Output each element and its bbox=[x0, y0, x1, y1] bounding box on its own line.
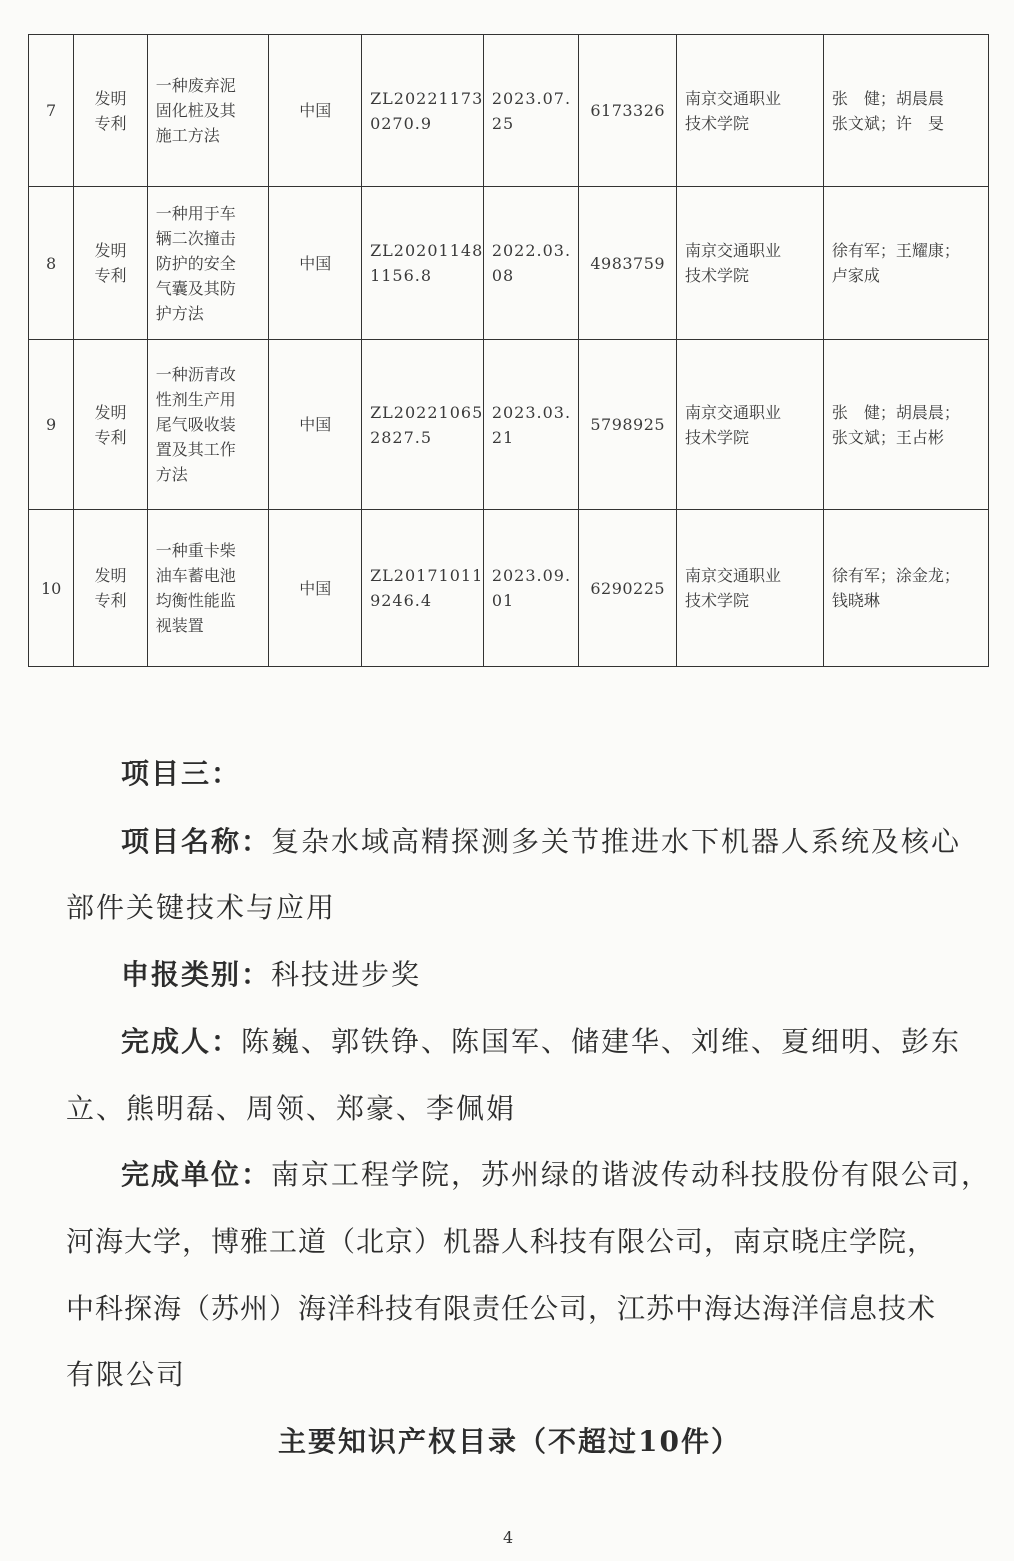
project-units-line2: 河海大学，博雅工道（北京）机器人科技有限公司，南京晓庄学院， bbox=[66, 1225, 937, 1258]
project-name-label: 项目名称： bbox=[121, 825, 272, 858]
patent-name-line: 油车蓄电池 bbox=[155, 566, 236, 585]
project-people-value: 陈巍、郭铁铮、陈国军、储建华、刘维、夏细明、彭东 bbox=[241, 1025, 962, 1058]
inventors-line: 卢家成 bbox=[831, 266, 880, 285]
certificate-number-cell bbox=[579, 340, 677, 510]
patent-name-line: 均衡性能监 bbox=[155, 591, 236, 610]
project-units-value: 南京工程学院，苏州绿的谐波传动科技股份有限公司， bbox=[271, 1158, 992, 1191]
patent-type-cell bbox=[74, 340, 147, 510]
page-number: 4 bbox=[503, 1528, 514, 1547]
patent-number-cell bbox=[362, 340, 484, 510]
row-number: 8 bbox=[46, 253, 57, 273]
certificate-number-cell bbox=[579, 187, 677, 340]
patent-type-line: 发明 bbox=[94, 402, 127, 422]
patent-name-line: 辆二次撞击 bbox=[155, 228, 236, 248]
inventors-cell bbox=[823, 510, 988, 667]
project-units-line3: 中科探海（苏州）海洋科技有限责任公司，江苏中海达海洋信息技术 bbox=[66, 1292, 937, 1325]
row-number: 7 bbox=[46, 101, 57, 120]
country-cell bbox=[269, 340, 362, 510]
patent-name-line: 性剂生产用 bbox=[155, 390, 236, 409]
patent-type-line: 专利 bbox=[94, 427, 127, 447]
patent-number-line: 9246.4 bbox=[370, 591, 433, 610]
patent-number-cell bbox=[362, 510, 484, 667]
patent-name-cell bbox=[147, 187, 269, 340]
ip-catalog-title: 主要知识产权目录（不超过10件） bbox=[278, 1425, 741, 1458]
patent-number-line: ZL20221065 bbox=[370, 402, 484, 422]
table-row bbox=[29, 510, 989, 667]
inventors-cell bbox=[823, 187, 988, 340]
certificate-number: 4983759 bbox=[590, 253, 666, 273]
rights-holder-line: 技术学院 bbox=[685, 266, 750, 285]
patent-number-cell bbox=[362, 187, 484, 340]
patent-name-line: 方法 bbox=[155, 465, 188, 484]
project-category-label: 申报类别： bbox=[121, 958, 272, 991]
patent-type-line: 专利 bbox=[94, 266, 127, 285]
table-row bbox=[29, 187, 989, 340]
inventors-line: 张文斌；王占彬 bbox=[831, 427, 944, 447]
project-people-line2: 立、熊明磊、周领、郑豪、李佩娟 bbox=[66, 1092, 517, 1125]
patent-name-line: 气囊及其防 bbox=[155, 278, 236, 298]
inventors-line: 徐有军；涂金龙； bbox=[831, 566, 960, 585]
grant-date-line: 2023.03. bbox=[491, 402, 572, 422]
grant-date-line: 01 bbox=[491, 591, 515, 610]
patent-name-line: 一种沥青改 bbox=[155, 365, 236, 384]
project-category-value: 科技进步奖 bbox=[271, 958, 422, 991]
rights-holder-line: 南京交通职业 bbox=[685, 241, 782, 260]
certificate-number: 5798925 bbox=[590, 415, 666, 434]
project-units-line4: 有限公司 bbox=[66, 1358, 187, 1391]
project-name-value: 复杂水域高精探测多关节推进水下机器人系统及核心 bbox=[271, 825, 962, 858]
certificate-number-cell bbox=[579, 35, 677, 187]
patent-number-cell bbox=[362, 35, 484, 187]
rights-holder-cell bbox=[677, 510, 824, 667]
grant-date-line: 08 bbox=[491, 266, 515, 285]
country: 中国 bbox=[299, 415, 332, 434]
patent-name-line: 一种废弃泥 bbox=[155, 76, 236, 95]
row-number-cell bbox=[29, 187, 74, 340]
patent-type-cell bbox=[74, 187, 147, 340]
inventors-line: 张 健；胡晨晨； bbox=[831, 402, 960, 422]
project-heading: 项目三： bbox=[121, 757, 242, 790]
inventors-cell bbox=[823, 340, 988, 510]
patent-name-cell bbox=[147, 340, 269, 510]
grant-date-line: 21 bbox=[491, 427, 515, 447]
patent-type-line: 专利 bbox=[94, 113, 127, 133]
inventors-cell bbox=[823, 35, 988, 187]
rights-holder-line: 南京交通职业 bbox=[685, 402, 782, 422]
patent-number-line: 2827.5 bbox=[370, 427, 433, 447]
row-number-cell bbox=[29, 510, 74, 667]
table-row bbox=[29, 35, 989, 187]
rights-holder-cell bbox=[677, 340, 824, 510]
project-people-line1 bbox=[121, 1020, 961, 1060]
patent-name-line: 防护的安全 bbox=[155, 253, 236, 273]
patent-name-line: 置及其工作 bbox=[155, 440, 236, 459]
project-units-line1 bbox=[121, 1153, 991, 1193]
patent-type-cell bbox=[74, 35, 147, 187]
patent-name-line: 一种用于车 bbox=[155, 203, 236, 223]
patent-name-line: 固化桩及其 bbox=[155, 101, 236, 120]
inventors-line: 徐有军；王耀康； bbox=[831, 241, 960, 260]
patent-number-line: 0270.9 bbox=[370, 113, 433, 133]
grant-date-cell bbox=[483, 187, 579, 340]
rights-holder-line: 技术学院 bbox=[685, 591, 750, 610]
patent-number-line: 1156.8 bbox=[370, 266, 433, 285]
patent-name-cell bbox=[147, 35, 269, 187]
rights-holder-line: 南京交通职业 bbox=[685, 566, 782, 585]
project-units-label: 完成单位： bbox=[121, 1158, 272, 1191]
row-number-cell bbox=[29, 340, 74, 510]
rights-holder-line: 技术学院 bbox=[685, 427, 750, 447]
rights-holder-cell bbox=[677, 35, 824, 187]
country-cell bbox=[269, 187, 362, 340]
country: 中国 bbox=[299, 101, 332, 120]
country: 中国 bbox=[299, 253, 332, 273]
patent-name-cell bbox=[147, 510, 269, 667]
country-cell bbox=[269, 35, 362, 187]
patent-number-line: ZL20171011 bbox=[370, 566, 484, 585]
patent-type-line: 发明 bbox=[94, 566, 127, 585]
rights-holder-cell bbox=[677, 187, 824, 340]
inventors-line: 张文斌；许 旻 bbox=[831, 113, 944, 133]
project-people-label: 完成人： bbox=[121, 1025, 242, 1058]
patent-type-line: 发明 bbox=[94, 241, 127, 260]
grant-date-line: 25 bbox=[491, 113, 515, 133]
project-name-line1 bbox=[121, 820, 961, 860]
grant-date-cell bbox=[483, 340, 579, 510]
grant-date-cell bbox=[483, 510, 579, 667]
patent-number-line: ZL20201148 bbox=[370, 241, 484, 260]
row-number: 10 bbox=[40, 578, 62, 598]
table-row bbox=[29, 340, 989, 510]
patent-number-line: ZL20221173 bbox=[370, 88, 484, 108]
grant-date-line: 2022.03. bbox=[491, 241, 572, 260]
certificate-number: 6173326 bbox=[590, 101, 666, 120]
patent-name-line: 施工方法 bbox=[155, 126, 220, 145]
row-number: 9 bbox=[46, 415, 57, 434]
grant-date-line: 2023.09. bbox=[491, 566, 572, 585]
patent-type-cell bbox=[74, 510, 147, 667]
grant-date-cell bbox=[483, 35, 579, 187]
rights-holder-line: 技术学院 bbox=[685, 113, 750, 133]
project-name-line2: 部件关键技术与应用 bbox=[66, 891, 337, 924]
patent-name-line: 视装置 bbox=[155, 616, 204, 635]
certificate-number: 6290225 bbox=[590, 578, 666, 598]
certificate-number-cell bbox=[579, 510, 677, 667]
country: 中国 bbox=[299, 578, 332, 598]
grant-date-line: 2023.07. bbox=[491, 88, 572, 108]
ip-table bbox=[28, 34, 989, 667]
patent-type-line: 发明 bbox=[94, 88, 127, 108]
rights-holder-line: 南京交通职业 bbox=[685, 88, 782, 108]
row-number-cell bbox=[29, 35, 74, 187]
patent-name-line: 尾气吸收装 bbox=[155, 415, 236, 434]
patent-name-line: 一种重卡柴 bbox=[155, 541, 236, 560]
patent-type-line: 专利 bbox=[94, 591, 127, 610]
country-cell bbox=[269, 510, 362, 667]
inventors-line: 钱晓琳 bbox=[831, 591, 880, 610]
patent-name-line: 护方法 bbox=[155, 303, 204, 323]
inventors-line: 张 健；胡晨晨 bbox=[831, 88, 944, 108]
project-category bbox=[121, 953, 421, 993]
